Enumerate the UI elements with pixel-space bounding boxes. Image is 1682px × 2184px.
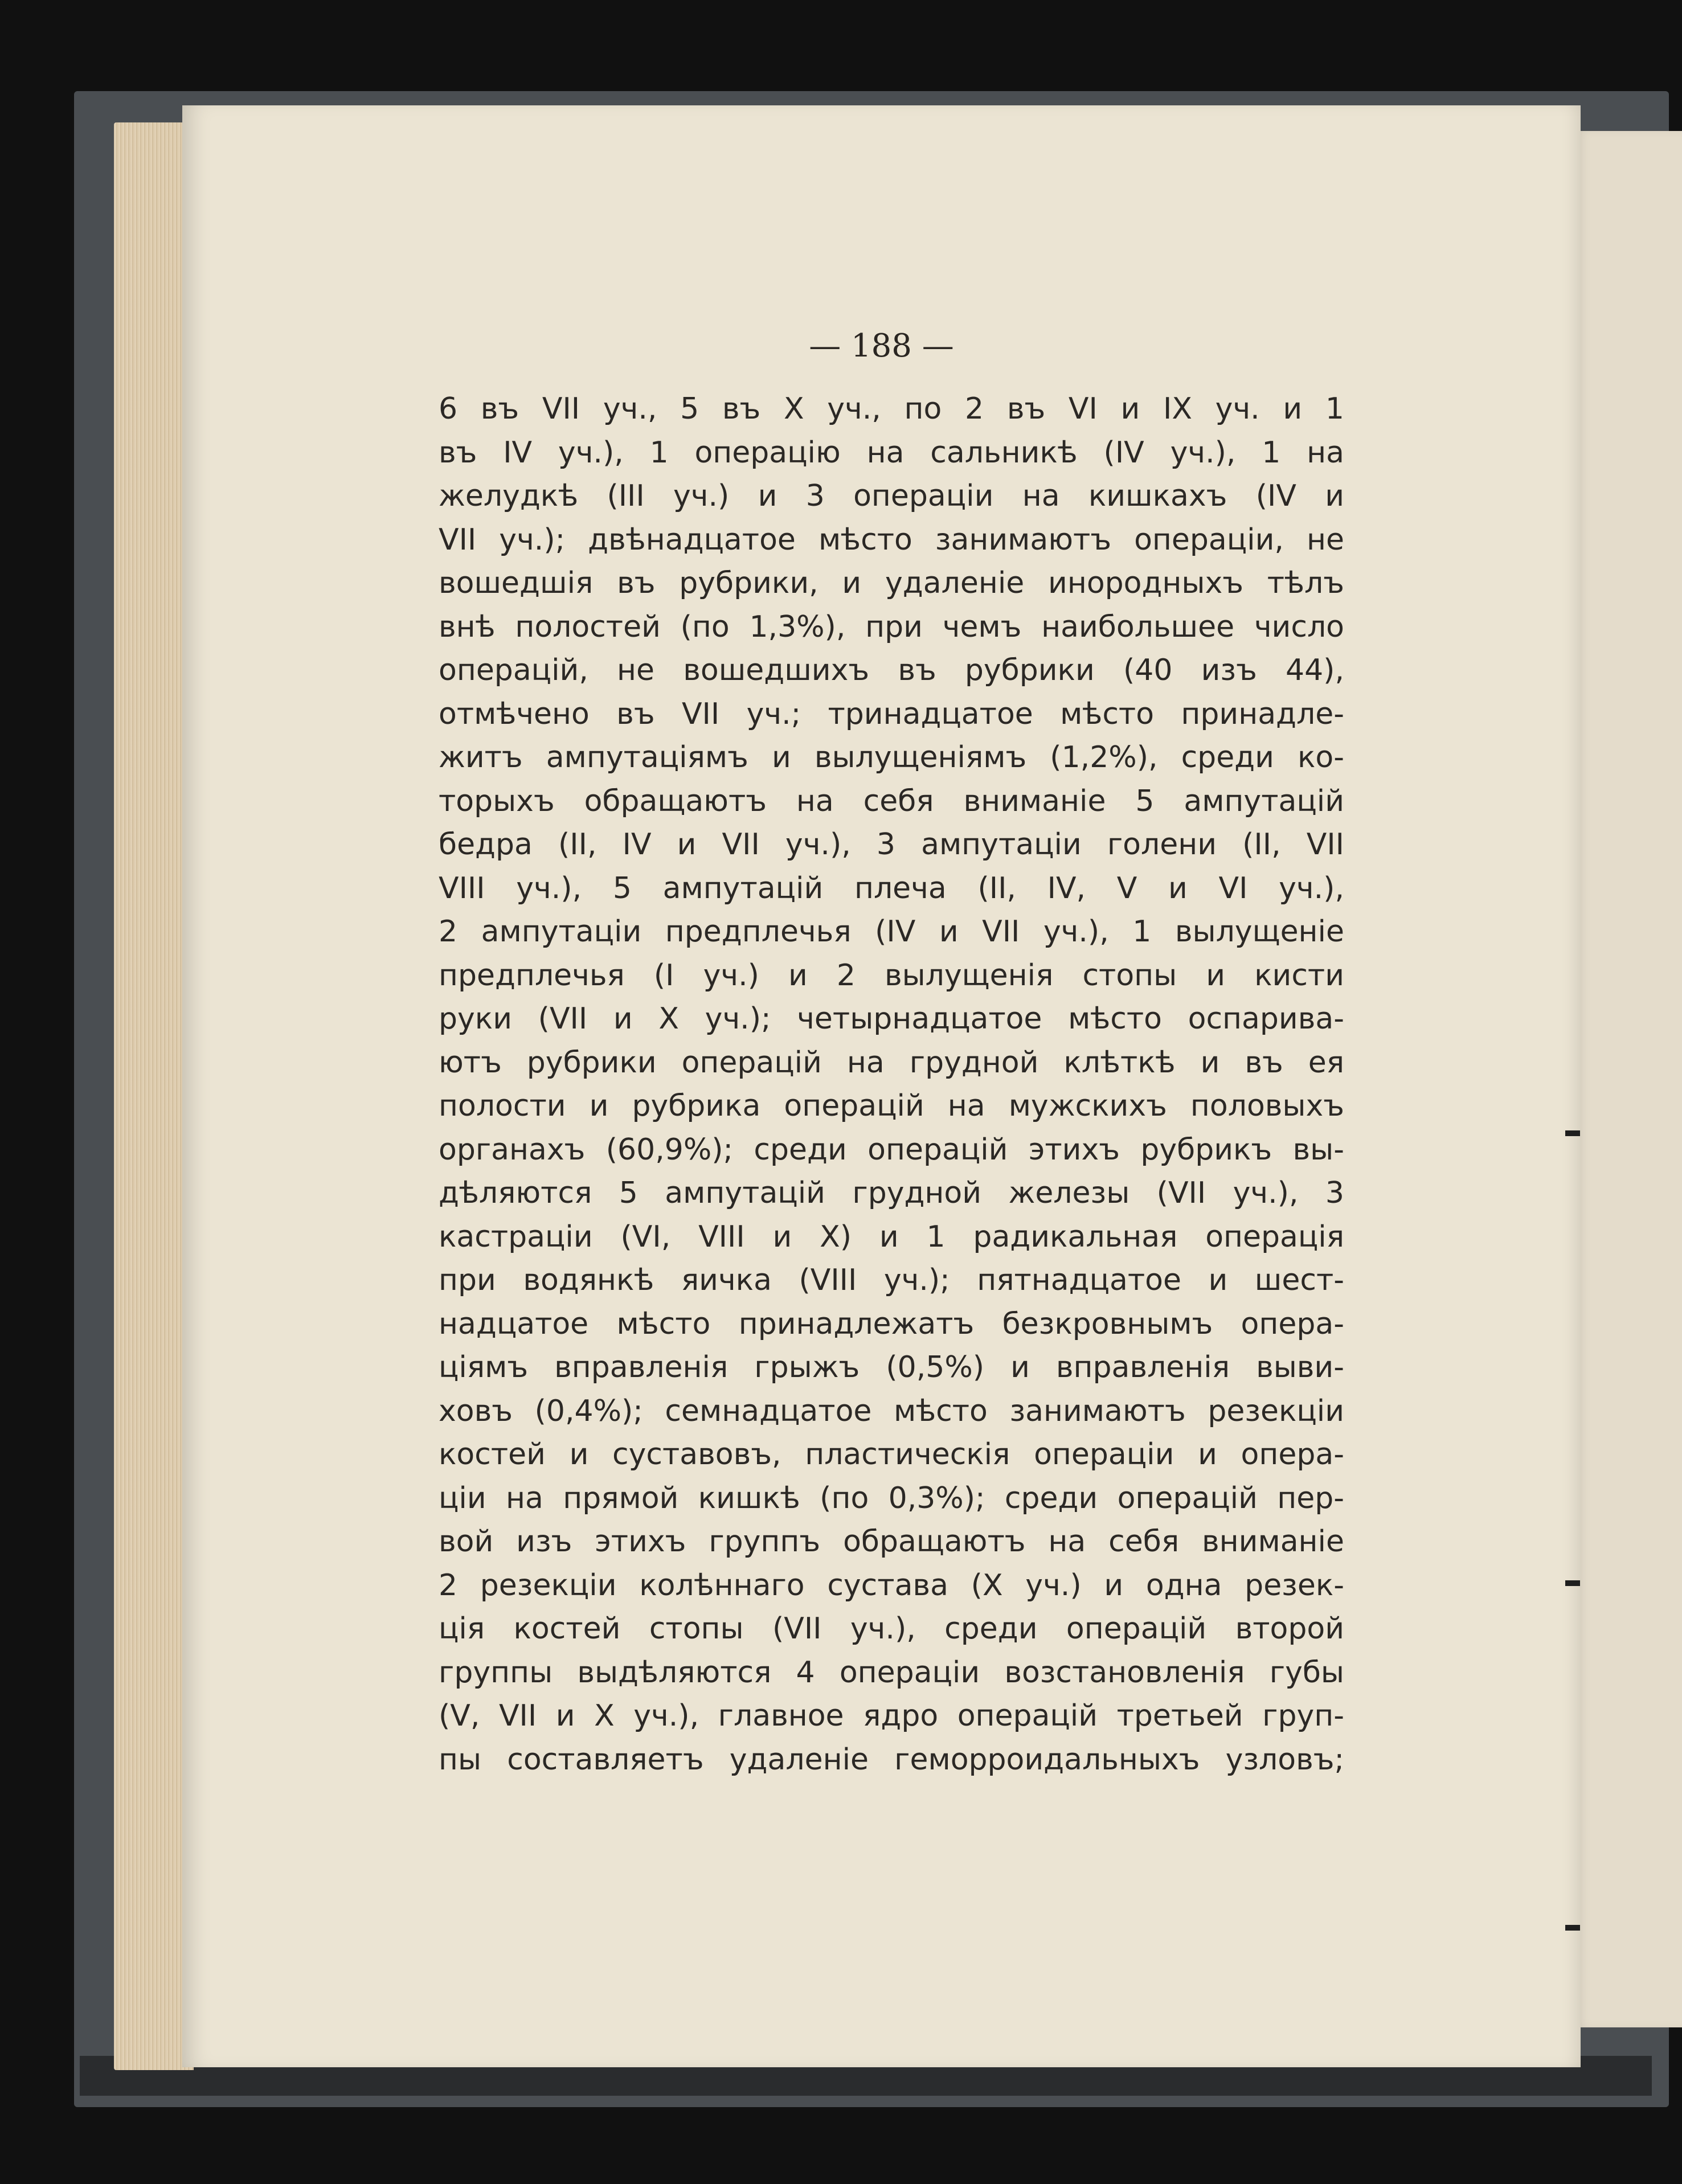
text-line: руки (VII и X уч.); четырнадцатое мѣсто оспарива- (439, 1002, 1344, 1036)
text-line: 2 ампутаціи предплечья (IV и VII уч.), 1 вылущеніе (439, 915, 1344, 949)
binding-notch (1565, 1925, 1580, 1931)
text-line: отмѣчено въ VII уч.; тринадцатое мѣсто принадле- (439, 696, 1344, 731)
text-line: (V, VII и X уч.), главное ядро операцій третьей груп- (439, 1699, 1344, 1733)
text-line: ховъ (0,4%); семнадцатое мѣсто занимаютъ резекціи (439, 1394, 1344, 1428)
text-line: торыхъ обращаютъ на себя вниманіе 5 ампутацій (439, 784, 1344, 818)
text-line: группы выдѣляются 4 операціи возстановленія губы (439, 1655, 1344, 1690)
text-line: ціямъ вправленія грыжъ (0,5%) и вправленія выви- (439, 1350, 1344, 1384)
text-line: VIII уч.), 5 ампутацій плеча (II, IV, V и VI уч.), (439, 871, 1344, 905)
page-stack-edge (114, 122, 194, 2070)
text-line: VII уч.); двѣнадцатое мѣсто занимаютъ операціи, не (439, 522, 1344, 557)
text-line: въ IV уч.), 1 операцію на сальникѣ (IV уч.), 1 на (439, 435, 1344, 470)
text-line: костей и суставовъ, пластическія операціи и опера- (439, 1437, 1344, 1472)
text-line: внѣ полостей (по 1,3%), при чемъ наибольшее число (439, 609, 1344, 644)
text-line: дѣляются 5 ампутацій грудной железы (VII уч.), 3 (439, 1176, 1344, 1210)
text-line: ціи на прямой кишкѣ (по 0,3%); среди операцій пер- (439, 1481, 1344, 1515)
facing-page (1572, 131, 1682, 2027)
text-line: предплечья (I уч.) и 2 вылущенія стопы и кисти (439, 958, 1344, 993)
text-line: ція костей стопы (VII уч.), среди операцій второй (439, 1612, 1344, 1646)
text-line: 2 резекціи колѣннаго сустава (X уч.) и одна резек- (439, 1568, 1344, 1603)
binding-notch (1565, 1580, 1580, 1586)
text-line: 6 въ VII уч., 5 въ X уч., по 2 въ VI и IX уч. и 1 (439, 392, 1344, 426)
text-line: вой изъ этихъ группъ обращаютъ на себя вниманіе (439, 1525, 1344, 1559)
text-line: желудкѣ (III уч.) и 3 операціи на кишкахъ (IV и (439, 479, 1344, 513)
text-line: органахъ (60,9%); среди операцій этихъ рубрикъ вы- (439, 1132, 1344, 1167)
text-line: операцій, не вошедшихъ въ рубрики (40 изъ 44), (439, 653, 1344, 687)
text-line: бедра (II, IV и VII уч.), 3 ампутаціи голени (II, VII (439, 827, 1344, 862)
text-line: полости и рубрика операцій на мужскихъ половыхъ (439, 1089, 1344, 1123)
text-line: ютъ рубрики операцій на грудной клѣткѣ и въ ея (439, 1045, 1344, 1080)
text-line: пы составляетъ удаленіе геморроидальныхъ узловъ; (439, 1742, 1344, 1777)
text-line: при водянкѣ яичка (VIII уч.); пятнадцатое и шест- (439, 1263, 1344, 1297)
body-text (439, 387, 1344, 1781)
text-line: надцатое мѣсто принадлежатъ безкровнымъ опера- (439, 1306, 1344, 1341)
text-line: вошедшія въ рубрики, и удаленіе инородныхъ тѣлъ (439, 566, 1344, 600)
text-line: житъ ампутаціямъ и вылущеніямъ (1,2%), среди ко- (439, 740, 1344, 775)
page-number: — 188 — (809, 327, 954, 364)
text-line: кастраціи (VI, VIII и X) и 1 радикальная операція (439, 1219, 1344, 1254)
binding-notch (1565, 1130, 1580, 1136)
